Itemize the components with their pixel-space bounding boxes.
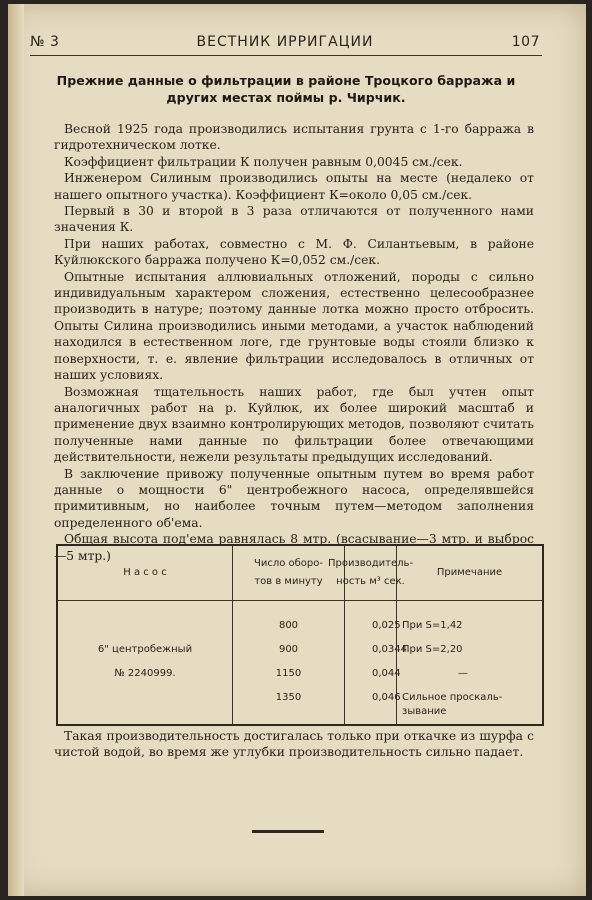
note-value-line-2: зывание xyxy=(402,706,447,717)
paragraph: Коэффициент фильтрации К получен равным 0,0045 см./сек. xyxy=(64,154,463,169)
rpm-value: 1350 xyxy=(275,692,302,703)
rpm-value: 1150 xyxy=(275,668,302,679)
paragraph: Возможная тщательность наших работ, где был учтен опыт аналогичных работ на р. Куйлюк, их более широкий масштаб и применение двух взаимно контролирующих методов, позволяют считать полученные нами данные по фильтрации более отвечающими действительности, нежели результаты предыдущих исследований. xyxy=(54,384,534,465)
paragraph: Опытные испытания аллювиальных отложений, породы с сильно индивидуальным характером сложения, естественно целесообразнее производить в натуре; поэтому данные лотка можно просто отбросить. Опыты Силина производились иными методами, а участок наблюдений находился в естественном логе, где грунтовые воды стояли близко к поверхности, т. е. явление фильтрации исследовалось в отличных от наших условиях. xyxy=(54,269,534,383)
pump-name-line-2: № 2240999. xyxy=(114,668,176,679)
header-note xyxy=(397,546,542,600)
header-rule xyxy=(30,55,542,56)
article-body xyxy=(54,121,534,564)
paragraph: Такая производительность достигалась только при откачке из шурфа с чистой водой, во время же углубки производительность сильно падает. xyxy=(54,729,534,760)
pump-name-line-1: 6" центробежный xyxy=(97,644,193,655)
running-header xyxy=(30,30,540,54)
flow-value: 0,0344 xyxy=(372,644,407,655)
paragraph: При наших работах, совместно с М. Ф. Силантьевым, в районе Куйлюкского барража получено К=0,052 см./сек. xyxy=(54,236,534,268)
page-gutter-shadow xyxy=(8,4,24,896)
header-flow-line-1: Производитель- xyxy=(327,558,414,569)
issue-number: № 3 xyxy=(30,34,60,50)
flow-value: 0,025 xyxy=(372,620,401,631)
flow-value: 0,044 xyxy=(372,668,401,679)
header-rpm-line-1: Число оборо- xyxy=(253,558,324,569)
note-value: При S=1,42 xyxy=(402,620,463,631)
paragraph: Общая высота под'ема равнялась 8 мтр. (всасывание—3 мтр. и выброс—5 мтр.) xyxy=(54,532,534,563)
header-divider xyxy=(58,600,542,601)
note-value: — xyxy=(458,668,468,679)
journal-title: ВЕСТНИК ИРРИГАЦИИ xyxy=(196,34,374,50)
article-title-line-2: других местах поймы р. Чирчик. xyxy=(166,90,406,105)
header-rpm-line-2: тов в минуту xyxy=(254,576,323,587)
note-value: При S=2,20 xyxy=(402,644,463,655)
article-title-line-1: Прежние данные о фильтрации в районе Троцкого барража и xyxy=(56,73,516,88)
paragraph: Весной 1925 года производились испытания грунта с 1-го барража в гидротехническом лотке. xyxy=(54,122,534,153)
note-value: Сильное проскаль- xyxy=(402,692,503,703)
rpm-value: 800 xyxy=(278,620,299,631)
header-pump xyxy=(58,546,232,600)
paragraph: В заключение привожу полученные опытным путем во время работ данные о мощности 6" центробежного насоса, определявшейся примитивным, но наиболее точным путем—методом заполнения определенного об'ема. xyxy=(54,466,534,530)
rpm-value: 900 xyxy=(278,644,299,655)
header-flow-line-2: ность м³ сек. xyxy=(336,576,405,587)
article-title xyxy=(30,72,542,106)
paragraph: Первый в 30 и второй в 3 раза отличаются от полученного нами значения К. xyxy=(54,204,534,235)
header-note-label: Примечание xyxy=(436,567,503,578)
end-of-article-rule xyxy=(252,830,324,833)
header-pump-label: Н а с о с xyxy=(123,567,167,578)
paragraph: Инженером Силиным производились опыты на месте (недалеко от нашего опытного участка). Коэффициент К=около 0,05 см./сек. xyxy=(54,171,534,202)
pump-test-table xyxy=(56,544,544,726)
page-number: 107 xyxy=(511,34,540,50)
flow-value: 0,046 xyxy=(372,692,401,703)
closing-text xyxy=(54,728,534,761)
header-flow xyxy=(327,546,414,600)
